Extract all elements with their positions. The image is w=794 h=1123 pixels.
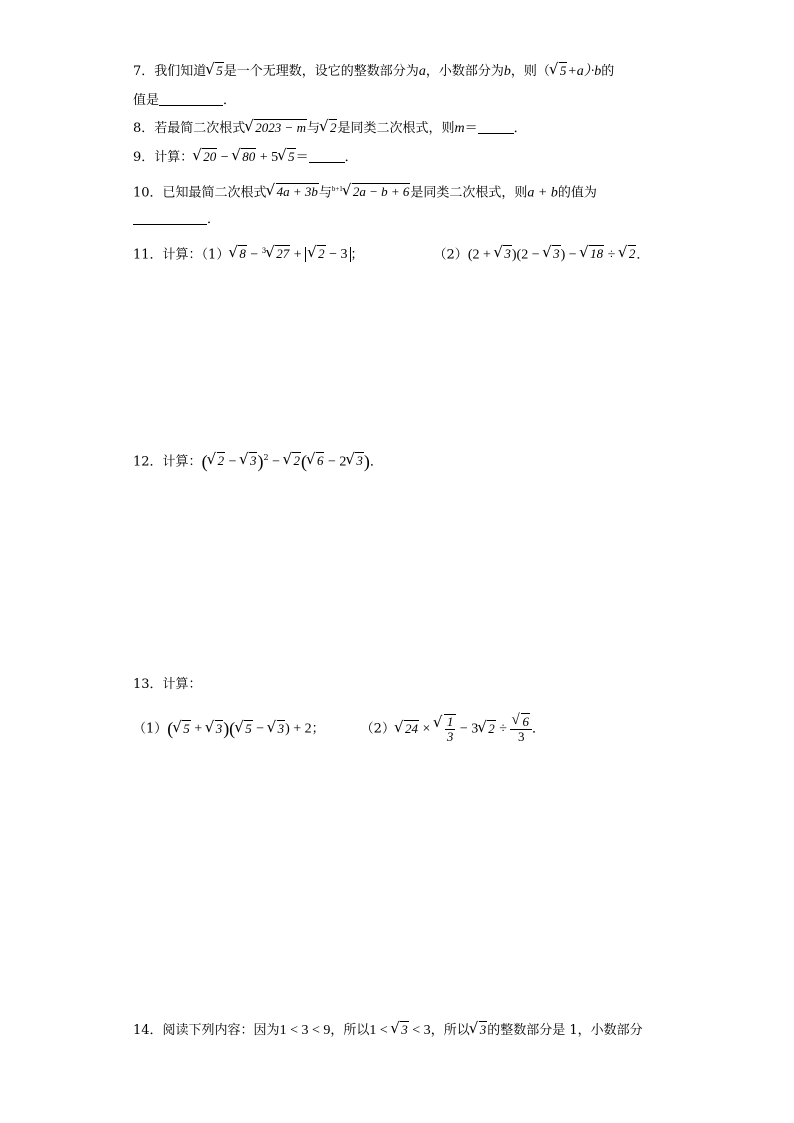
- sqrt-2-b: √ 2: [283, 451, 301, 472]
- q7-text-6: 的: [601, 64, 615, 79]
- answer-blank-10[interactable]: [133, 210, 207, 225]
- sqrt-8: √ 8: [229, 244, 247, 265]
- q13-e3: )(: [223, 718, 236, 739]
- q13-e2: +: [190, 721, 206, 737]
- q14-number: 14．: [133, 1023, 163, 1038]
- sqrt-2-b: √ 2: [619, 244, 637, 265]
- question-14: [133, 1020, 643, 1041]
- sqrt-2023-m: √ 2023 − m: [245, 118, 307, 139]
- cube-root-index: 3: [261, 247, 267, 255]
- q11-e4: ÷: [604, 247, 619, 263]
- question-9: [133, 147, 358, 168]
- sqrt-3: √ 3: [391, 1020, 409, 1041]
- question-13: [133, 675, 202, 695]
- q8-text-3: 是同类二次根式，则: [337, 121, 455, 136]
- q12-e7: ): [363, 451, 370, 472]
- q8-period: ．: [513, 121, 527, 136]
- q14-text-2: ，所以: [330, 1023, 370, 1038]
- question-10: [133, 179, 597, 203]
- q7-text-3: ，小数部分为: [425, 64, 504, 79]
- sqrt-one-third: [434, 714, 457, 744]
- question-10-cont: [133, 210, 220, 230]
- answer-blank-8[interactable]: [478, 119, 514, 134]
- q13-text: 计算：: [162, 677, 202, 692]
- q7-text-2: 是一个无理数，设它的整数部分为: [223, 64, 419, 79]
- root-2a-b-6: √ 2a − b + 6: [343, 182, 411, 203]
- q14-text-4: 的整数部分是 1，小数部分: [487, 1023, 643, 1038]
- sqrt-4a-3b: √ 4a + 3b: [267, 182, 319, 203]
- q13-e4: −: [252, 721, 268, 737]
- sqrt-18: √ 18: [580, 244, 604, 265]
- radical-index: b+1: [331, 185, 343, 193]
- q13-part1-label: （1）: [133, 721, 168, 737]
- q12-e2: −: [225, 454, 240, 470]
- q9-op1: −: [217, 150, 233, 165]
- q12-e3: ): [257, 451, 264, 472]
- q11-op2: +: [290, 247, 306, 263]
- q8-text: 若最简二次根式: [154, 121, 246, 136]
- q11-e2: )(2 −: [511, 247, 544, 263]
- sqrt-3: √ 3: [494, 244, 512, 265]
- square-exponent: 2: [263, 453, 269, 462]
- q13-e7: − 3: [456, 721, 479, 737]
- q12-number: 12．: [133, 454, 163, 470]
- answer-blank-7[interactable]: [159, 91, 223, 106]
- q13-e1: (: [167, 718, 174, 739]
- sqrt-3: √ 3: [240, 451, 258, 472]
- question-8: [133, 118, 527, 139]
- q10-text-3: 是同类二次根式，则: [410, 185, 528, 201]
- sqrt-2: √ 2: [308, 244, 326, 265]
- q14-text: 阅读下列内容：因为: [162, 1023, 280, 1038]
- q13-e8: ÷: [495, 721, 511, 737]
- sqrt-2: √ 2: [208, 451, 226, 472]
- sqrt-2: √ 2: [478, 719, 496, 740]
- question-7-cont: [133, 91, 236, 111]
- question-13-parts: [133, 714, 545, 744]
- q11-part1-label: 计算：（1）: [162, 247, 230, 263]
- q11-e3: ) −: [560, 247, 581, 263]
- q10-text-2: 与: [318, 185, 332, 201]
- q7-period: ．: [223, 93, 237, 108]
- q9-number: 9．: [133, 150, 155, 165]
- q13-period: ．: [531, 721, 545, 737]
- q12-e1: (: [201, 451, 208, 472]
- sqrt-3-b: √ 3: [346, 451, 364, 472]
- q11-semicolon: ；: [350, 247, 364, 263]
- sqrt-5: √ 5: [206, 61, 224, 82]
- sqrt-20: √ 20: [193, 147, 217, 168]
- fraction-sqrt6-over-3: √ $\frac{6}{3}$: [510, 715, 532, 744]
- q10-number: 10．: [133, 185, 163, 201]
- sqrt-80: √ 80: [232, 147, 256, 168]
- q11-number: 11．: [133, 247, 163, 263]
- q12-e5: (: [300, 451, 307, 472]
- q10-text: 已知最简二次根式: [162, 185, 267, 201]
- q9-op2: + 5: [256, 150, 279, 165]
- fraction-1-3: √ $\frac{1}{3}$: [446, 714, 454, 744]
- q12-period: ．: [369, 454, 383, 470]
- q8-text-2: 与: [306, 121, 320, 136]
- q7-text-7: 值是: [133, 93, 160, 108]
- q8-number: 8．: [133, 121, 155, 136]
- sqrt-5-b: √ 5: [550, 61, 568, 82]
- q14-e2: 1 <: [369, 1023, 392, 1038]
- q12-e6: − 2: [324, 454, 347, 470]
- question-11: [133, 241, 649, 265]
- sqrt-3: √ 3: [206, 719, 224, 740]
- sqrt-2: √ 2: [320, 118, 338, 139]
- sqrt-5: √ 5: [173, 719, 191, 740]
- cbrt-27: √ 27: [266, 244, 290, 265]
- q7-number: 7．: [133, 64, 155, 79]
- q14-text-3: ，所以: [430, 1023, 470, 1038]
- var-a: a: [418, 64, 426, 79]
- q13-semicolon: ；: [311, 721, 325, 737]
- sqrt-24: √ 24: [395, 719, 419, 740]
- sqrt-6: √ 6: [512, 715, 530, 729]
- q11-op1: −: [246, 247, 262, 263]
- question-12: [133, 448, 383, 472]
- q8-equals: ＝: [464, 121, 478, 136]
- q14-e3: < 3: [408, 1023, 431, 1038]
- expr-a-plus-b: a + b: [527, 185, 558, 201]
- q12-e4: −: [268, 454, 284, 470]
- q7-expr: +a）·b: [567, 64, 602, 79]
- q9-period: ．: [344, 150, 358, 165]
- q11-op3: − 3: [325, 247, 348, 263]
- sqrt-3-b: √ 3: [470, 1020, 488, 1041]
- q11-period: ．: [636, 247, 650, 263]
- sqrt-5-b: √ 5: [235, 719, 253, 740]
- sqrt-5: √ 5: [278, 147, 296, 168]
- q10-text-4: 的值为: [557, 185, 597, 201]
- var-m: m: [454, 121, 465, 136]
- q7-text-4: ，则（: [510, 64, 550, 79]
- q10-period: ．: [207, 212, 221, 227]
- q12-text: 计算：: [162, 454, 202, 470]
- sqrt-6: √ 6: [307, 451, 325, 472]
- q9-equals: ＝: [295, 150, 309, 165]
- var-b: b: [503, 64, 511, 79]
- absolute-value: [305, 247, 350, 262]
- q9-text: 计算：: [154, 150, 194, 165]
- q11-part2-label: （2）: [433, 247, 468, 263]
- sqrt-3-b: √ 3: [268, 719, 286, 740]
- q11-e1: (2 +: [467, 247, 495, 263]
- answer-blank-9[interactable]: [309, 148, 345, 163]
- question-7: [133, 61, 614, 82]
- q14-inequality-1: 1 < 3 < 9: [279, 1023, 331, 1038]
- q13-e5: ) + 2: [285, 721, 312, 737]
- q13-number: 13．: [133, 677, 163, 692]
- sqrt-3-b: √ 3: [543, 244, 561, 265]
- q7-text: 我们知道: [154, 64, 207, 79]
- q13-part2-label: （2）: [360, 721, 395, 737]
- q13-e6: ×: [418, 721, 434, 737]
